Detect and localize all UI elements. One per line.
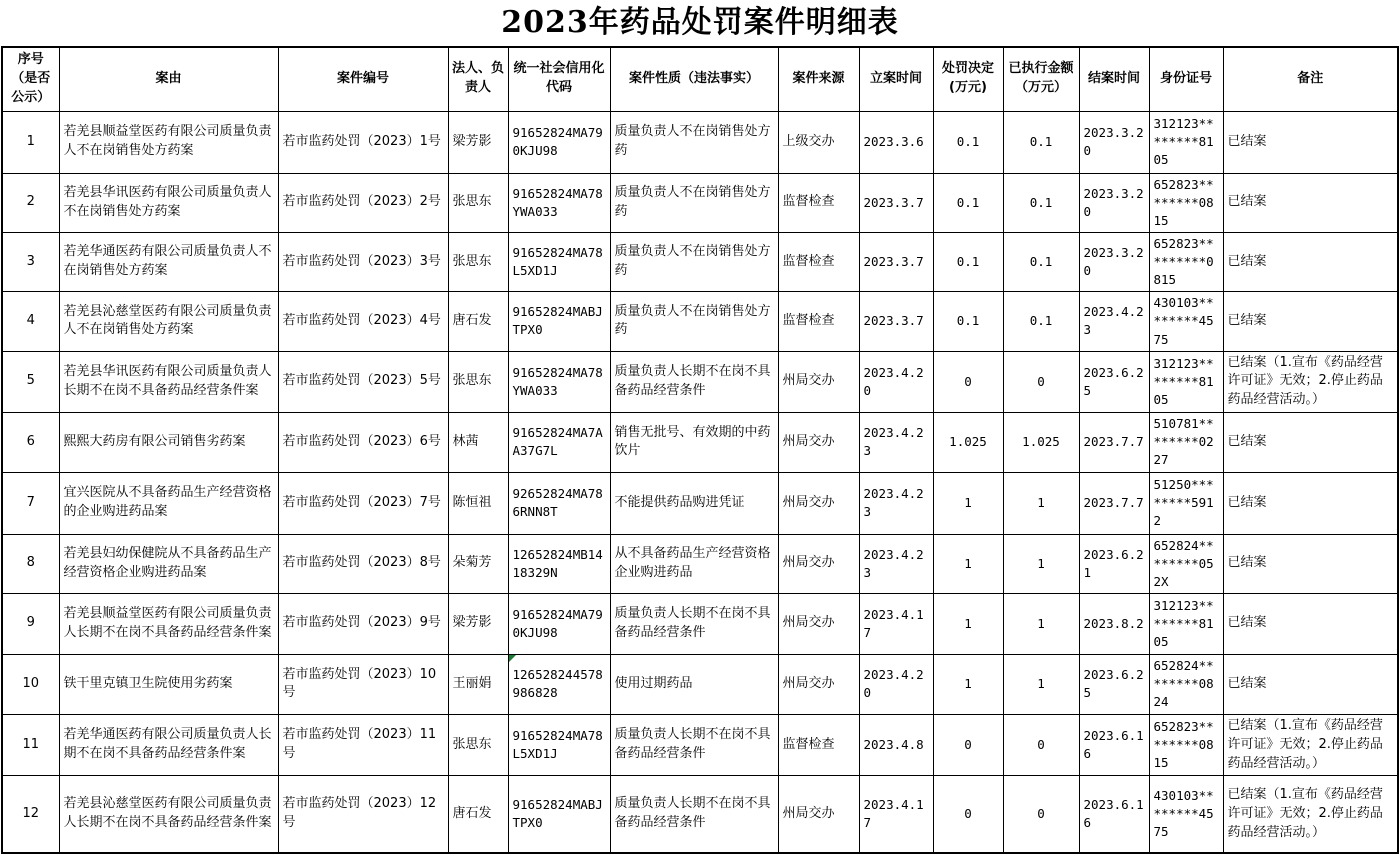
- column-header-legal-person: 法人、负责人: [448, 47, 508, 111]
- filing-date-cell: 2023.4.23: [859, 472, 933, 534]
- penalty-amount-cell: 0.1: [933, 292, 1003, 351]
- case-nature-cell: 从不具备药品生产经营资格企业购进药品: [610, 534, 778, 593]
- executed-amount-cell: 0.1: [1003, 292, 1079, 351]
- penalty-amount-cell: 0.1: [933, 173, 1003, 232]
- id-number-cell: 652823********0815: [1149, 173, 1223, 232]
- table-row: [2, 776, 1398, 853]
- closing-date-cell: 2023.3.20: [1079, 111, 1149, 173]
- remark-cell: 已结案（1.宣布《药品经营许可证》无效；2.停止药品药品经营活动。）: [1223, 776, 1398, 853]
- case-number-cell: 若市监药处罚（2023）4号: [278, 292, 448, 351]
- filing-date-cell: 2023.4.8: [859, 714, 933, 776]
- closing-date-cell: 2023.6.16: [1079, 714, 1149, 776]
- filing-date-cell: 2023.3.7: [859, 292, 933, 351]
- error-flag-triangle-icon: [509, 655, 516, 662]
- case-source-cell: 州局交办: [778, 654, 859, 714]
- case-source-cell: 州局交办: [778, 351, 859, 413]
- case-title-cell: 宜兴医院从不具备药品生产经营资格的企业购进药品案: [59, 472, 278, 534]
- table-row: [2, 292, 1398, 351]
- id-number-cell: 510781********0227: [1149, 413, 1223, 472]
- legal-person-cell: 陈恒祖: [448, 472, 508, 534]
- serial-cell: 3: [2, 232, 59, 291]
- case-number-cell: 若市监药处罚（2023）7号: [278, 472, 448, 534]
- remark-cell: 已结案: [1223, 534, 1398, 593]
- penalty-amount-cell: 0: [933, 776, 1003, 853]
- penalty-cases-table: [1, 46, 1399, 854]
- case-number-cell: 若市监药处罚（2023）2号: [278, 173, 448, 232]
- serial-cell: 4: [2, 292, 59, 351]
- case-source-cell: 监督检查: [778, 292, 859, 351]
- closing-date-cell: 2023.4.23: [1079, 292, 1149, 351]
- executed-amount-cell: 0.1: [1003, 232, 1079, 291]
- remark-cell: 已结案（1.宣布《药品经营许可证》无效；2.停止药品药品经营活动。）: [1223, 351, 1398, 413]
- case-title-cell: 熙熙大药房有限公司销售劣药案: [59, 413, 278, 472]
- case-title-cell: 若羌县顺益堂医药有限公司质量负责人长期不在岗不具备药品经营条件案: [59, 593, 278, 654]
- case-number-cell: 若市监药处罚（2023）6号: [278, 413, 448, 472]
- case-number-cell: 若市监药处罚（2023）10号: [278, 654, 448, 714]
- executed-amount-cell: 1: [1003, 472, 1079, 534]
- legal-person-cell: 唐石发: [448, 776, 508, 853]
- case-source-cell: 州局交办: [778, 534, 859, 593]
- case-title-cell: 若羌县华讯医药有限公司质量负责人长期不在岗不具备药品经营条件案: [59, 351, 278, 413]
- remark-cell: 已结案: [1223, 232, 1398, 291]
- table-row: [2, 534, 1398, 593]
- remark-cell: 已结案: [1223, 173, 1398, 232]
- credit-code-cell: [508, 534, 610, 593]
- legal-person-cell: 唐石发: [448, 292, 508, 351]
- credit-code-cell: [508, 292, 610, 351]
- case-source-cell: 监督检查: [778, 714, 859, 776]
- remark-cell: 已结案: [1223, 472, 1398, 534]
- credit-code-text: 12652824MB1418329N: [512, 546, 603, 580]
- penalty-amount-cell: 1: [933, 472, 1003, 534]
- serial-cell: 12: [2, 776, 59, 853]
- case-source-cell: 州局交办: [778, 413, 859, 472]
- closing-date-cell: 2023.6.25: [1079, 654, 1149, 714]
- legal-person-cell: 朵菊芳: [448, 534, 508, 593]
- closing-date-cell: 2023.6.21: [1079, 534, 1149, 593]
- table-row: [2, 351, 1398, 413]
- penalty-amount-cell: 1.025: [933, 413, 1003, 472]
- table-row: [2, 714, 1398, 776]
- case-source-cell: 监督检查: [778, 232, 859, 291]
- remark-cell: 已结案: [1223, 292, 1398, 351]
- table-row: [2, 472, 1398, 534]
- case-number-cell: 若市监药处罚（2023）3号: [278, 232, 448, 291]
- case-title-cell: 铁干里克镇卫生院使用劣药案: [59, 654, 278, 714]
- case-nature-cell: 质量负责人不在岗销售处方药: [610, 292, 778, 351]
- credit-code-cell: [508, 593, 610, 654]
- case-number-cell: 若市监药处罚（2023）8号: [278, 534, 448, 593]
- case-number-cell: 若市监药处罚（2023）1号: [278, 111, 448, 173]
- column-header-executed: 已执行金额（万元）: [1003, 47, 1079, 111]
- closing-date-cell: 2023.3.20: [1079, 232, 1149, 291]
- executed-amount-cell: 0: [1003, 714, 1079, 776]
- executed-amount-cell: 1.025: [1003, 413, 1079, 472]
- credit-code-text: 91652824MA790KJU98: [512, 606, 603, 640]
- column-header-case-nature: 案件性质（违法事实）: [610, 47, 778, 111]
- executed-amount-cell: 0.1: [1003, 111, 1079, 173]
- filing-date-cell: 2023.3.7: [859, 232, 933, 291]
- id-number-cell: 652824********0824: [1149, 654, 1223, 714]
- serial-cell: 6: [2, 413, 59, 472]
- column-header-filing-date: 立案时间: [859, 47, 933, 111]
- credit-code-cell: [508, 173, 610, 232]
- case-number-cell: 若市监药处罚（2023）5号: [278, 351, 448, 413]
- closing-date-cell: 2023.6.25: [1079, 351, 1149, 413]
- credit-code-text: 91652824MA78YWA033: [512, 185, 603, 219]
- case-nature-cell: 质量负责人不在岗销售处方药: [610, 232, 778, 291]
- filing-date-cell: 2023.3.6: [859, 111, 933, 173]
- remark-cell: 已结案: [1223, 654, 1398, 714]
- case-title-cell: 若羌县沁慈堂医药有限公司质量负责人不在岗销售处方药案: [59, 292, 278, 351]
- case-source-cell: 州局交办: [778, 472, 859, 534]
- table-body: [2, 111, 1398, 853]
- case-nature-cell: 质量负责人长期不在岗不具备药品经营条件: [610, 776, 778, 853]
- legal-person-cell: 梁芳影: [448, 111, 508, 173]
- case-title-cell: 若羌县华讯医药有限公司质量负责人不在岗销售处方药案: [59, 173, 278, 232]
- closing-date-cell: 2023.3.20: [1079, 173, 1149, 232]
- serial-cell: 8: [2, 534, 59, 593]
- id-number-cell: 312123********8105: [1149, 593, 1223, 654]
- credit-code-cell: [508, 776, 610, 853]
- id-number-cell: 430103********4575: [1149, 776, 1223, 853]
- legal-person-cell: 张思东: [448, 351, 508, 413]
- credit-code-text: 91652824MABJTPX0: [512, 304, 603, 338]
- id-number-cell: 51250********5912: [1149, 472, 1223, 534]
- remark-cell: 已结案: [1223, 111, 1398, 173]
- filing-date-cell: 2023.4.23: [859, 534, 933, 593]
- case-source-cell: 监督检查: [778, 173, 859, 232]
- closing-date-cell: 2023.7.7: [1079, 413, 1149, 472]
- case-number-cell: 若市监药处罚（2023）11号: [278, 714, 448, 776]
- serial-cell: 2: [2, 173, 59, 232]
- executed-amount-cell: 1: [1003, 593, 1079, 654]
- table-row: [2, 413, 1398, 472]
- legal-person-cell: 张思东: [448, 714, 508, 776]
- executed-amount-cell: 0: [1003, 776, 1079, 853]
- legal-person-cell: 张思东: [448, 173, 508, 232]
- serial-cell: 11: [2, 714, 59, 776]
- filing-date-cell: 2023.4.20: [859, 351, 933, 413]
- penalty-amount-cell: 0.1: [933, 232, 1003, 291]
- column-header-credit-code: 统一社会信用化代码: [508, 47, 610, 111]
- column-header-id-number: 身份证号: [1149, 47, 1223, 111]
- credit-code-text: 91652824MA78L5XD1J: [512, 728, 603, 762]
- closing-date-cell: 2023.7.7: [1079, 472, 1149, 534]
- column-header-case-number: 案件编号: [278, 47, 448, 111]
- executed-amount-cell: 0.1: [1003, 173, 1079, 232]
- legal-person-cell: 王丽娟: [448, 654, 508, 714]
- case-nature-cell: 质量负责人长期不在岗不具备药品经营条件: [610, 714, 778, 776]
- case-title-cell: 若羌华通医药有限公司质量负责人长期不在岗不具备药品经营条件案: [59, 714, 278, 776]
- table-row: [2, 111, 1398, 173]
- id-number-cell: 652823*********0815: [1149, 232, 1223, 291]
- case-nature-cell: 不能提供药品购进凭证: [610, 472, 778, 534]
- executed-amount-cell: 0: [1003, 351, 1079, 413]
- penalty-amount-cell: 0: [933, 714, 1003, 776]
- table-row: [2, 654, 1398, 714]
- case-nature-cell: 质量负责人不在岗销售处方药: [610, 173, 778, 232]
- filing-date-cell: 2023.4.17: [859, 776, 933, 853]
- case-nature-cell: 质量负责人长期不在岗不具备药品经营条件: [610, 351, 778, 413]
- serial-cell: 7: [2, 472, 59, 534]
- case-nature-cell: 销售无批号、有效期的中药饮片: [610, 413, 778, 472]
- credit-code-cell: [508, 472, 610, 534]
- credit-code-cell: [508, 714, 610, 776]
- credit-code-cell: [508, 232, 610, 291]
- case-number-cell: 若市监药处罚（2023）9号: [278, 593, 448, 654]
- case-nature-cell: 质量负责人长期不在岗不具备药品经营条件: [610, 593, 778, 654]
- credit-code-text: 91652824MA78YWA033: [512, 364, 603, 398]
- case-source-cell: 州局交办: [778, 593, 859, 654]
- credit-code-cell: [508, 351, 610, 413]
- serial-cell: 1: [2, 111, 59, 173]
- penalty-amount-cell: 1: [933, 654, 1003, 714]
- legal-person-cell: 梁芳影: [448, 593, 508, 654]
- legal-person-cell: 张思东: [448, 232, 508, 291]
- table-row: [2, 173, 1398, 232]
- closing-date-cell: 2023.6.16: [1079, 776, 1149, 853]
- table-row: [2, 593, 1398, 654]
- table-header: [2, 47, 1398, 111]
- column-header-closing-date: 结案时间: [1079, 47, 1149, 111]
- credit-code-text: 91652824MA7AA37G7L: [512, 425, 603, 459]
- filing-date-cell: 2023.4.20: [859, 654, 933, 714]
- case-title-cell: 若羌县妇幼保健院从不具备药品生产经营资格企业购进药品案: [59, 534, 278, 593]
- id-number-cell: 312123********8105: [1149, 111, 1223, 173]
- column-header-case-title: 案由: [59, 47, 278, 111]
- penalty-amount-cell: 0.1: [933, 111, 1003, 173]
- case-nature-cell: 质量负责人不在岗销售处方药: [610, 111, 778, 173]
- credit-code-text: 91652824MA790KJU98: [512, 124, 603, 158]
- credit-code-text: 126528244578986828: [512, 667, 603, 701]
- table-row: [2, 232, 1398, 291]
- case-title-cell: 若羌县沁慈堂医药有限公司质量负责人长期不在岗不具备药品经营条件案: [59, 776, 278, 853]
- serial-cell: 9: [2, 593, 59, 654]
- credit-code-cell: [508, 111, 610, 173]
- executed-amount-cell: 1: [1003, 654, 1079, 714]
- column-header-case-source: 案件来源: [778, 47, 859, 111]
- id-number-cell: 312123********8105: [1149, 351, 1223, 413]
- serial-cell: 10: [2, 654, 59, 714]
- remark-cell: 已结案: [1223, 593, 1398, 654]
- credit-code-text: 91652824MA78L5XD1J: [512, 244, 603, 279]
- case-source-cell: 州局交办: [778, 776, 859, 853]
- penalty-amount-cell: 1: [933, 593, 1003, 654]
- credit-code-cell: [508, 654, 610, 714]
- penalty-amount-cell: 1: [933, 534, 1003, 593]
- case-title-cell: 若羌华通医药有限公司质量负责人不在岗销售处方药案: [59, 232, 278, 291]
- column-header-penalty: 处罚决定(万元): [933, 47, 1003, 111]
- case-number-cell: 若市监药处罚（2023）12号: [278, 776, 448, 853]
- id-number-cell: 652824********052X: [1149, 534, 1223, 593]
- remark-cell: 已结案: [1223, 413, 1398, 472]
- case-title-cell: 若羌县顺益堂医药有限公司质量负责人不在岗销售处方药案: [59, 111, 278, 173]
- filing-date-cell: 2023.4.23: [859, 413, 933, 472]
- page-title: 2023年药品处罚案件明细表: [501, 5, 899, 40]
- credit-code-text: 92652824MA786RNN8T: [512, 485, 603, 520]
- filing-date-cell: 2023.4.17: [859, 593, 933, 654]
- remark-cell: 已结案（1.宣布《药品经营许可证》无效；2.停止药品药品经营活动。）: [1223, 714, 1398, 776]
- credit-code-text: 91652824MABJTPX0: [512, 797, 603, 831]
- legal-person-cell: 林茜: [448, 413, 508, 472]
- case-source-cell: 上级交办: [778, 111, 859, 173]
- credit-code-cell: [508, 413, 610, 472]
- column-header-serial: 序号（是否公示）: [2, 47, 59, 111]
- filing-date-cell: 2023.3.7: [859, 173, 933, 232]
- id-number-cell: 652823********0815: [1149, 714, 1223, 776]
- case-nature-cell: 使用过期药品: [610, 654, 778, 714]
- serial-cell: 5: [2, 351, 59, 413]
- executed-amount-cell: 1: [1003, 534, 1079, 593]
- column-header-remark: 备注: [1223, 47, 1398, 111]
- header-row: [2, 47, 1398, 111]
- closing-date-cell: 2023.8.2: [1079, 593, 1149, 654]
- id-number-cell: 430103********4575: [1149, 292, 1223, 351]
- penalty-amount-cell: 0: [933, 351, 1003, 413]
